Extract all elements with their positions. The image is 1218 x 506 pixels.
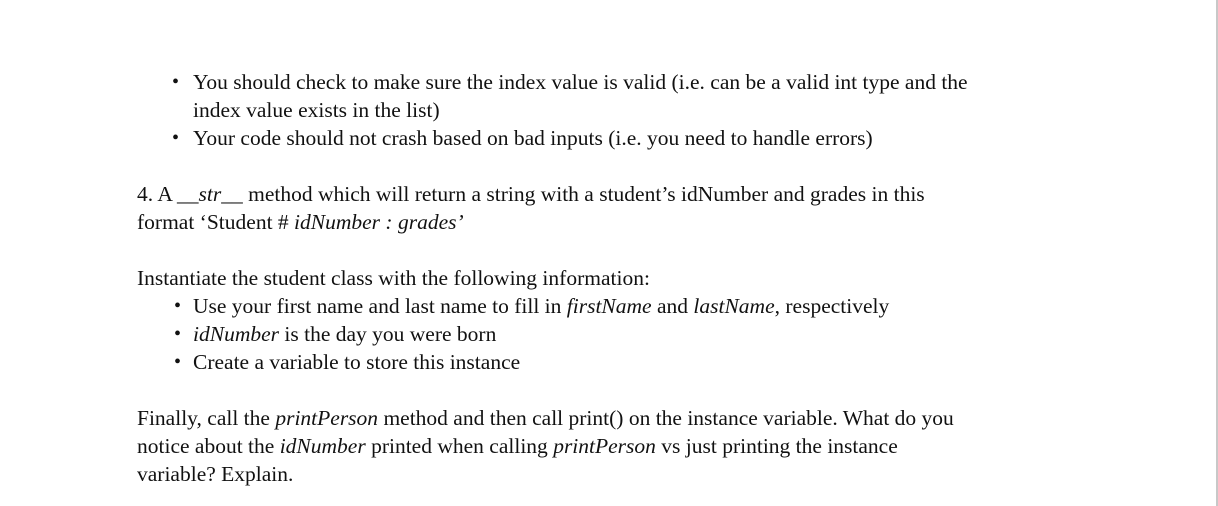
list-item-text: You should check to make sure the index value is valid (i.e. can be a valid int type and the: [193, 70, 968, 94]
paragraph-text: method which will return a string with a student’s idNumber and grades in this: [242, 182, 925, 206]
paragraph-line: [137, 180, 925, 208]
paragraph-line: variable? Explain.: [137, 462, 294, 486]
text-fragment: , respectively: [774, 294, 890, 318]
section-heading: Instantiate the student class with the following information:: [137, 266, 650, 290]
list-item-text: Create a variable to store this instance: [193, 350, 521, 374]
list-bullet: •: [174, 295, 182, 317]
list-bullet: •: [174, 323, 182, 345]
text-fragment: Finally, call the: [137, 406, 276, 430]
text-fragment: and: [651, 294, 694, 318]
text-fragment: Use your first name and last name to fill in: [193, 294, 567, 318]
text-fragment: is the day you were born: [279, 322, 497, 346]
format-placeholder: idNumber : grades’: [294, 210, 464, 234]
list-item-text: [193, 292, 889, 320]
text-fragment: printed when calling: [365, 434, 554, 458]
paragraph-line: [137, 404, 954, 432]
text-fragment: vs just printing the instance: [655, 434, 898, 458]
field-name: firstName: [566, 294, 652, 318]
list-bullet: •: [174, 351, 182, 373]
list-item-text: index value exists in the list): [193, 98, 440, 122]
list-bullet: •: [172, 71, 180, 93]
paragraph-line: [137, 208, 464, 236]
text-fragment: notice about the: [137, 434, 280, 458]
field-name: idNumber: [193, 322, 279, 346]
method-name: printPerson: [275, 406, 379, 430]
list-bullet: •: [172, 127, 180, 149]
list-item-text: Your code should not crash based on bad inputs (i.e. you need to handle errors): [193, 126, 873, 150]
method-name: __str__: [177, 182, 243, 206]
method-name: printPerson: [553, 434, 656, 458]
list-item-text: [193, 320, 496, 348]
item-number: 4. A: [137, 182, 178, 206]
paragraph-line: [137, 432, 898, 460]
text-fragment: method and then call print() on the instance variable. What do you: [378, 406, 954, 430]
field-name: lastName: [693, 294, 775, 318]
field-name: idNumber: [279, 434, 366, 458]
paragraph-text: format ‘Student #: [137, 210, 295, 234]
